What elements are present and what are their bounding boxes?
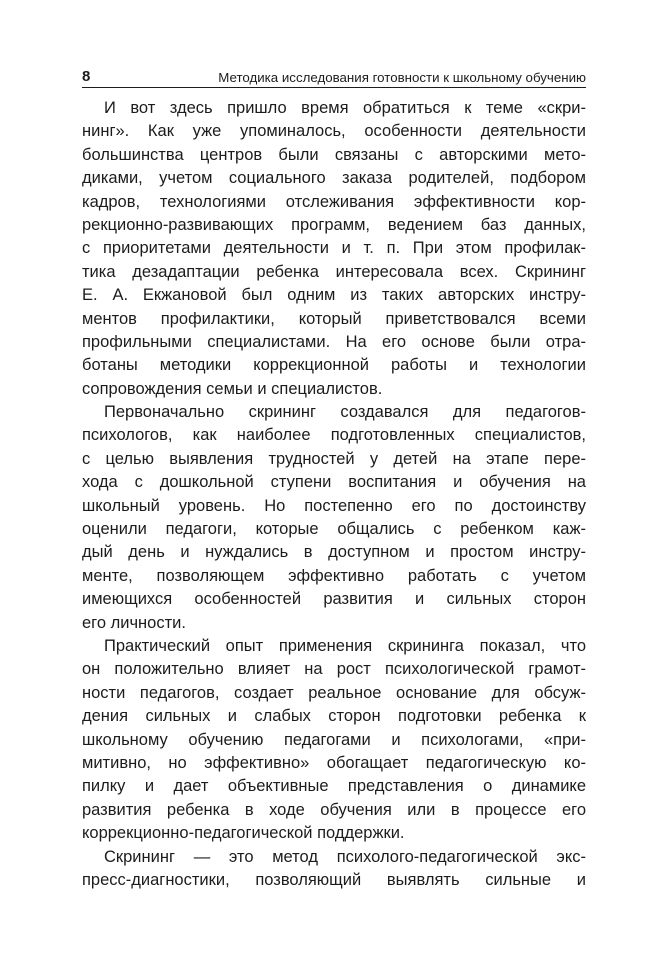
text-line: профильными специалистами. На его основе были отра- <box>82 332 586 351</box>
text-line: его личности. <box>82 613 186 632</box>
text-line: с целью выявления трудностей у детей на этапе пере- <box>82 449 586 468</box>
text-line: диками, учетом социального заказа родителей, подбором <box>82 169 586 188</box>
text-line: ности педагогов, создает реальное основание для обсуж- <box>82 683 586 702</box>
text-line: школьный уровень. Но постепенно его по достоинству <box>82 496 586 515</box>
text-line: ментов профилактики, который приветствовался всеми <box>82 309 586 328</box>
text-line: развития ребенка в ходе обучения или в процессе его <box>82 800 586 819</box>
text-line: Первоначально скрининг создавался для педагогов- <box>104 403 586 422</box>
text-line: большинства центров были связаны с авторскими мето- <box>82 145 586 164</box>
running-header <box>82 64 586 90</box>
text-line: ботаны методики коррекционной работы и технологии <box>82 356 586 375</box>
header-rule <box>82 87 586 88</box>
text-line: хода с дошкольной ступени воспитания и обучения на <box>82 473 586 492</box>
text-line: Практический опыт применения скрининга показал, что <box>104 636 586 655</box>
text-line: пилку и дает объективные представления о динамике <box>82 777 586 796</box>
text-line: коррекционно-педагогической поддержки. <box>82 824 405 843</box>
text-line: сопровождения семьи и специалистов. <box>82 379 383 398</box>
text-line: дения сильных и слабых сторон подготовки ребенка к <box>82 707 586 726</box>
text-line: менте, позволяющем эффективно работать с учетом <box>82 566 586 585</box>
text-line: психологов, как наиболее подготовленных специалистов, <box>82 426 586 445</box>
text-line: тика дезадаптации ребенка интересовала всех. Скрининг <box>82 262 586 281</box>
text-line: школьному обучению педагогами и психологами, «при- <box>82 730 586 749</box>
body-text <box>82 97 586 892</box>
page-number: 8 <box>82 68 91 85</box>
paragraph <box>82 635 586 846</box>
paragraph <box>82 401 586 635</box>
text-line: дый день и нуждались в доступном и простом инстру- <box>82 543 586 562</box>
paragraph <box>82 846 586 893</box>
text-line: митивно, но эффективно» обогащает педагогическую ко- <box>82 753 586 772</box>
text-line: Скрининг — это метод психолого-педагогической экс- <box>104 847 586 866</box>
text-line: Е. А. Екжановой был одним из таких авторских инстру- <box>82 286 586 305</box>
text-line: оценили педагоги, которые общались с ребенком каж- <box>82 520 586 539</box>
text-line: нинг». Как уже упоминалось, особенности деятельности <box>82 122 586 141</box>
text-line: он положительно влияет на рост психологической грамот- <box>82 660 586 679</box>
running-title: Методика исследования готовности к школьному обучению <box>218 70 586 85</box>
text-line: рекционно-развивающих программ, ведением баз данных, <box>82 215 586 234</box>
text-line: с приоритетами деятельности и т. п. При этом профилак- <box>82 239 586 258</box>
text-line: И вот здесь пришло время обратиться к теме «скри- <box>104 99 586 117</box>
paragraph <box>82 97 586 401</box>
text-line: имеющихся особенностей развития и сильных сторон <box>82 590 586 609</box>
text-line: кадров, технологиями отслеживания эффективности кор- <box>82 192 586 211</box>
text-line: пресс-диагностики, позволяющий выявлять сильные и <box>82 870 586 889</box>
